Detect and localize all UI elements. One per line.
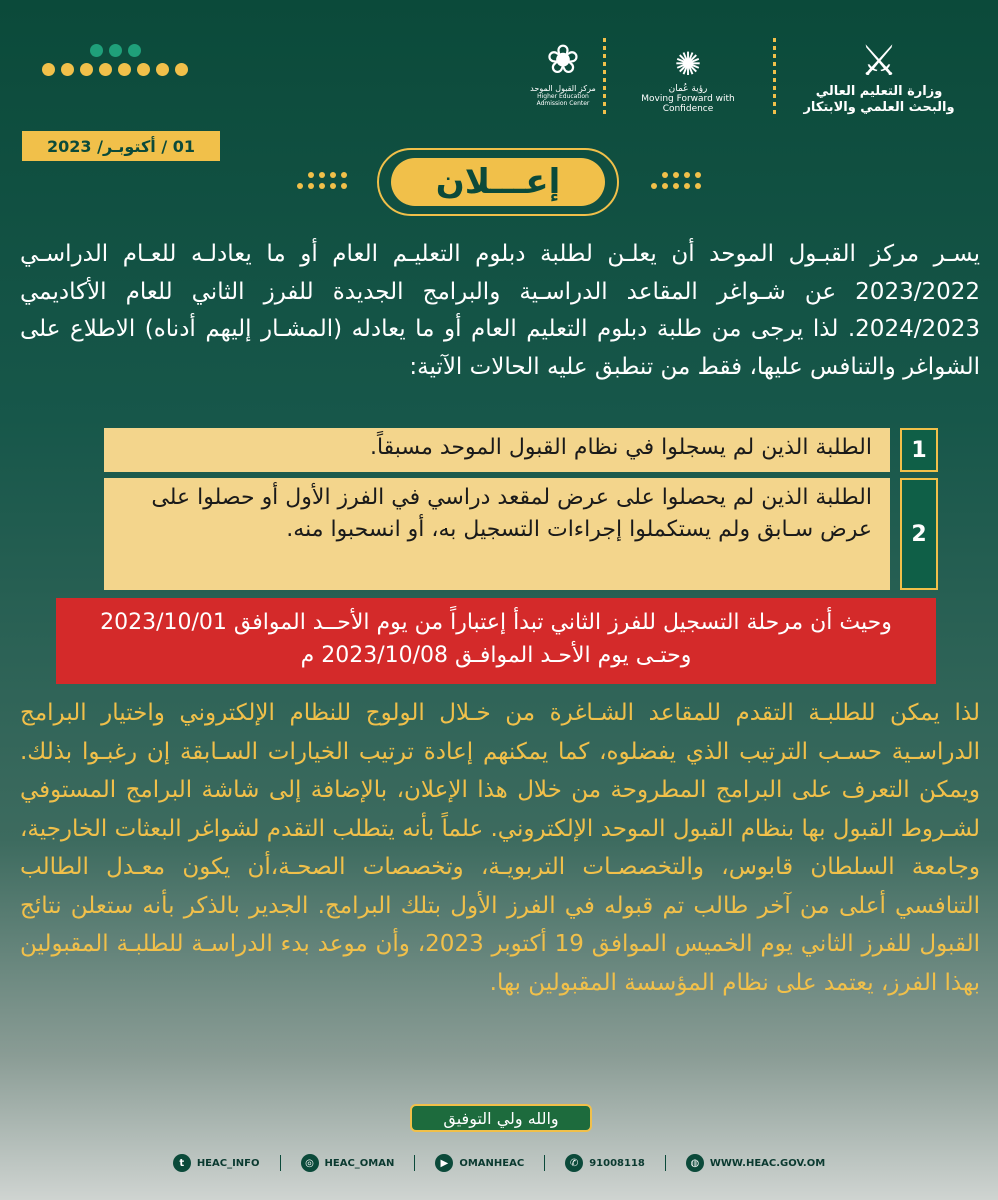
vision-label: رؤية عُمان (668, 84, 708, 94)
title-dots-left (297, 172, 347, 189)
website-link[interactable] (686, 1154, 825, 1172)
twitter-icon: t (173, 1154, 191, 1172)
title-dots-right (651, 172, 701, 189)
youtube-handle: OMANHEAC (459, 1157, 525, 1169)
title-block (297, 148, 701, 218)
youtube-link[interactable] (435, 1154, 524, 1172)
website-url: WWW.HEAC.GOV.OM (709, 1157, 826, 1169)
oman-vision-logo (618, 44, 758, 114)
intro-paragraph: يسـر مركز القبـول الموحد أن يعلـن لطلبة دبلوم التعليـم العام أو ما يعادلـه للعـام الدراسـي 2023/2022 عن شـواغر المقاعد الدراسـية والبرامج الجديدة للفرز الثاني للعام الأكاديمي 2024/2023. لذا يرجى من طلبة دبلوم التعليم العام أو ما يعادله (المشـار إليهم أدناه) الاطلاع على الشواغر والتنافس عليها، فقط من تنطبق عليه الحالات الآتية: (20, 241, 980, 380)
decorative-dots (40, 44, 190, 82)
whatsapp-link[interactable] (565, 1154, 645, 1172)
youtube-icon: ▶ (435, 1154, 453, 1172)
heac-logo (528, 36, 598, 116)
twitter-link[interactable] (173, 1154, 260, 1172)
heac-label-en: Higher Education Admission Center (536, 93, 590, 107)
divider (773, 38, 776, 118)
divider (665, 1155, 666, 1171)
footer-contacts (0, 1148, 998, 1178)
title-pill (377, 148, 619, 216)
divider (414, 1155, 415, 1171)
instagram-link[interactable] (301, 1154, 395, 1172)
item-text-2: الطلبة الذين لم يحصلوا على عرض لمقعد دراسي في الفرز الأول أو حصلوا على عرض سـابق ولم يستكملوا إجراءات التسجيل به، أو انسحبوا منه. (104, 478, 890, 590)
instagram-handle: HEAC_OMAN (324, 1157, 395, 1169)
vision-mark-icon: ✺ (674, 45, 702, 83)
divider (603, 38, 606, 118)
instagram-icon: ◎ (301, 1154, 319, 1172)
ministry-name-line1: وزارة التعليم العالي (815, 84, 943, 99)
page-title: إعـــلان (391, 158, 605, 206)
ministry-name-line2: والبحث العلمي والابتكار (803, 100, 955, 115)
twitter-handle: HEAC_INFO (196, 1157, 260, 1169)
divider (544, 1155, 545, 1171)
announcement-date: 01 / أكتوبـر/ 2023 (22, 131, 220, 161)
khanjar-emblem-icon: ⚔ (860, 36, 898, 85)
globe-icon: ◍ (686, 1154, 704, 1172)
body-paragraph: لذا يمكن للطلبـة التقدم للمقاعد الشـاغرة من خـلال الولوج للنظام الإلكتروني واختيار البرامج الدراسـية حسـب الترتيب الذي يفضلوه، كما يمكنهم إعادة ترتيب الخيارات السـابقة إن رغبـوا بذلك. ويمكن التعرف على البرامج المطروحة من خلال هذا الإعلان، بالإضافة إلى شاشة البرامج المستوفي لشـروط القبول بها بنظام القبول الموحد الإلكتروني. علماً بأنه يتطلب التقدم لشواغر البعثات الخارجية، وجامعة السلطان قابوس، والتخصصـات التربويـة، وتخصصات الصحـة،أن يكون معـدل الطالب التنافسي أعلى من آخر طالب تم قبوله في الفرز الأول بتلك البرامج. الجدير بالذكر بأنه ستعلن نتائج القبول للفرز الثاني يوم الخميس الموافق 19 أكتوبر 2023، وأن موعد بدء الدراسـة للطلبـة المقبولين بهذا الفرز، يعتمد على نظام المؤسسة المقبولين بها. (20, 700, 980, 996)
divider (280, 1155, 281, 1171)
closing-phrase: والله ولي التوفيق (410, 1104, 592, 1132)
heac-label: مركز القبول الموحد (530, 84, 596, 93)
item-number-2: 2 (900, 478, 938, 590)
vision-tagline: Moving Forward with Confidence (641, 94, 735, 114)
whatsapp-number: 91008118 (589, 1157, 645, 1169)
ministry-logo (794, 38, 964, 128)
item-number-1: 1 (900, 428, 938, 472)
heac-mark-icon: ❀ (546, 37, 580, 83)
whatsapp-icon: ✆ (565, 1154, 583, 1172)
registration-notice: وحيث أن مرحلة التسجيل للفرز الثاني تبدأ إعتباراً من يوم الأحــد الموافق 2023/10/01 وحتـى يوم الأحـد الموافـق 2023/10/08 م (56, 598, 936, 684)
item-text-1: الطلبة الذين لم يسجلوا في نظام القبول الموحد مسبقاً. (104, 428, 890, 472)
